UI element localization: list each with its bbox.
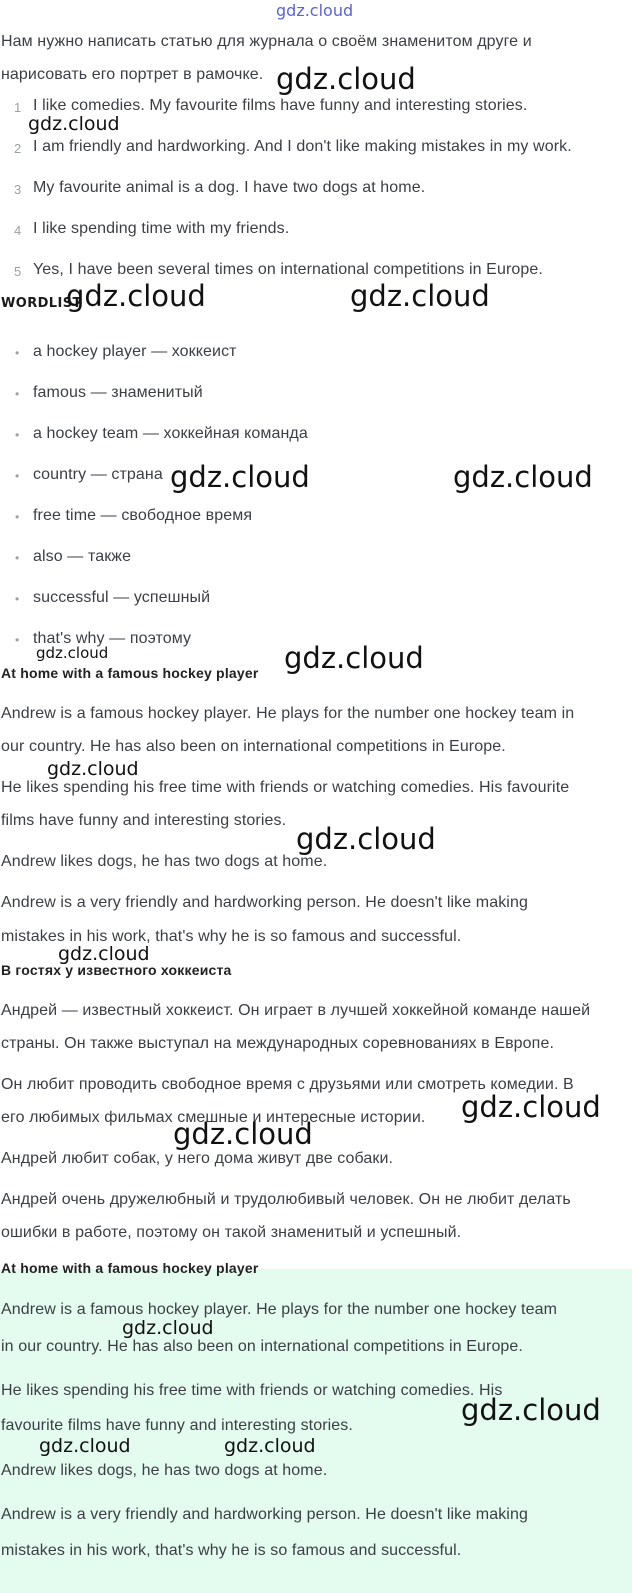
- bullet-icon: •: [15, 428, 20, 442]
- article-ru-p1-line2: страны. Он также выступал на международных соревнованиях в Европе.: [1, 1035, 554, 1052]
- answer-text: I like spending time with my friends.: [33, 220, 290, 237]
- watermark: gdz.cloud: [66, 279, 206, 313]
- watermark: gdz.cloud: [47, 758, 139, 780]
- answer-number: 1: [14, 100, 22, 115]
- answer-text: I like comedies. My favourite films have funny and interesting stories.: [33, 97, 528, 114]
- article-en-p2-line1: He likes spending his free time with friends or watching comedies. His favourite: [1, 779, 570, 796]
- article-green-p1-line2: in our country. He has also been on international competitions in Europe.: [1, 1338, 523, 1355]
- wordlist-item: also — также: [33, 548, 132, 565]
- wordlist-item: famous — знаменитый: [33, 384, 203, 401]
- article-en-p3: Andrew likes dogs, he has two dogs at home.: [1, 853, 328, 870]
- watermark: gdz.cloud: [224, 1435, 316, 1457]
- article-green-p2-line1: He likes spending his free time with friends or watching comedies. His: [1, 1382, 503, 1399]
- task-line-2: нарисовать его портрет в рамочке.: [1, 66, 264, 83]
- article-ru-p4-line2: ошибки в работе, поэтому он такой знаменитый и успешный.: [1, 1224, 462, 1241]
- article-ru-p2-line2: его любимых фильмах смешные и интересные истории.: [1, 1109, 426, 1126]
- article-green-title: At home with a famous hockey player: [1, 1260, 259, 1276]
- article-green-p4-line1: Andrew is a very friendly and hardworking person. He doesn't like making: [1, 1506, 528, 1523]
- bullet-icon: •: [15, 592, 20, 606]
- wordlist-item: country — страна: [33, 466, 163, 483]
- article-green-p1-line1: Andrew is a famous hockey player. He plays for the number one hockey team: [1, 1301, 558, 1318]
- bullet-icon: •: [15, 387, 20, 401]
- wordlist-item: successful — успешный: [33, 589, 211, 606]
- article-en-p1-line1: Andrew is a famous hockey player. He plays for the number one hockey team in: [1, 705, 575, 722]
- answer-number: 2: [14, 141, 22, 156]
- answer-number: 3: [14, 182, 22, 197]
- wordlist-item: free time — свободное время: [33, 507, 253, 524]
- watermark: gdz.cloud: [350, 279, 490, 313]
- wordlist-heading: WORDLIST: [1, 296, 82, 311]
- watermark-top: gdz.cloud: [276, 1, 354, 20]
- watermark: gdz.cloud: [39, 1435, 131, 1457]
- article-ru-p3: Андрей любит собак, у него дома живут две собаки.: [1, 1150, 394, 1167]
- watermark: gdz.cloud: [58, 943, 150, 965]
- watermark: gdz.cloud: [296, 822, 436, 856]
- answer-text: I am friendly and hardworking. And I don't like making mistakes in my work.: [33, 138, 572, 155]
- watermark: gdz.cloud: [284, 641, 424, 675]
- wordlist-item: a hockey team — хоккейная команда: [33, 425, 308, 442]
- wordlist-item: that's why — поэтому: [33, 630, 192, 647]
- watermark: gdz.cloud: [276, 62, 416, 96]
- article-en-title: At home with a famous hockey player: [1, 665, 259, 681]
- article-ru-p1-line1: Андрей — известный хоккеист. Он играет в лучшей хоккейной команде нашей: [1, 1002, 591, 1019]
- bullet-icon: •: [15, 551, 20, 565]
- bullet-icon: •: [15, 346, 20, 360]
- article-green-p2-line2: favourite films have funny and interesting stories.: [1, 1417, 353, 1434]
- bullet-icon: •: [15, 510, 20, 524]
- watermark: gdz.cloud: [36, 644, 109, 662]
- answer-number: 5: [14, 264, 22, 279]
- answer-text: Yes, I have been several times on international competitions in Europe.: [33, 261, 543, 278]
- article-en-p1-line2: our country. He has also been on international competitions in Europe.: [1, 738, 506, 755]
- article-en-p2-line2: films have funny and interesting stories.: [1, 812, 287, 829]
- answer-text: My favourite animal is a dog. I have two dogs at home.: [33, 179, 426, 196]
- bullet-icon: •: [15, 469, 20, 483]
- bullet-icon: •: [15, 633, 20, 647]
- article-ru-p2-line1: Он любит проводить свободное время с друзьями или смотреть комедии. В: [1, 1076, 574, 1093]
- watermark: gdz.cloud: [453, 460, 593, 494]
- article-green-p3: Andrew likes dogs, he has two dogs at home.: [1, 1462, 328, 1479]
- answer-number: 4: [14, 223, 22, 238]
- article-ru-title: В гостях у известного хоккеиста: [1, 962, 232, 978]
- watermark: gdz.cloud: [170, 460, 310, 494]
- watermark: gdz.cloud: [122, 1317, 214, 1339]
- watermark: gdz.cloud: [173, 1117, 313, 1151]
- article-green-p4-line2: mistakes in his work, that's why he is so famous and successful.: [1, 1542, 462, 1559]
- wordlist-item: a hockey player — хоккеист: [33, 343, 237, 360]
- watermark: gdz.cloud: [28, 113, 120, 135]
- article-en-p4-line1: Andrew is a very friendly and hardworking person. He doesn't like making: [1, 894, 528, 911]
- task-line-1: Нам нужно написать статью для журнала о своём знаменитом друге и: [1, 33, 532, 50]
- article-en-p4-line2: mistakes in his work, that's why he is so famous and successful.: [1, 928, 462, 945]
- watermark: gdz.cloud: [461, 1393, 601, 1427]
- article-ru-p4-line1: Андрей очень дружелюбный и трудолюбивый человек. Он не любит делать: [1, 1191, 571, 1208]
- watermark: gdz.cloud: [461, 1090, 601, 1124]
